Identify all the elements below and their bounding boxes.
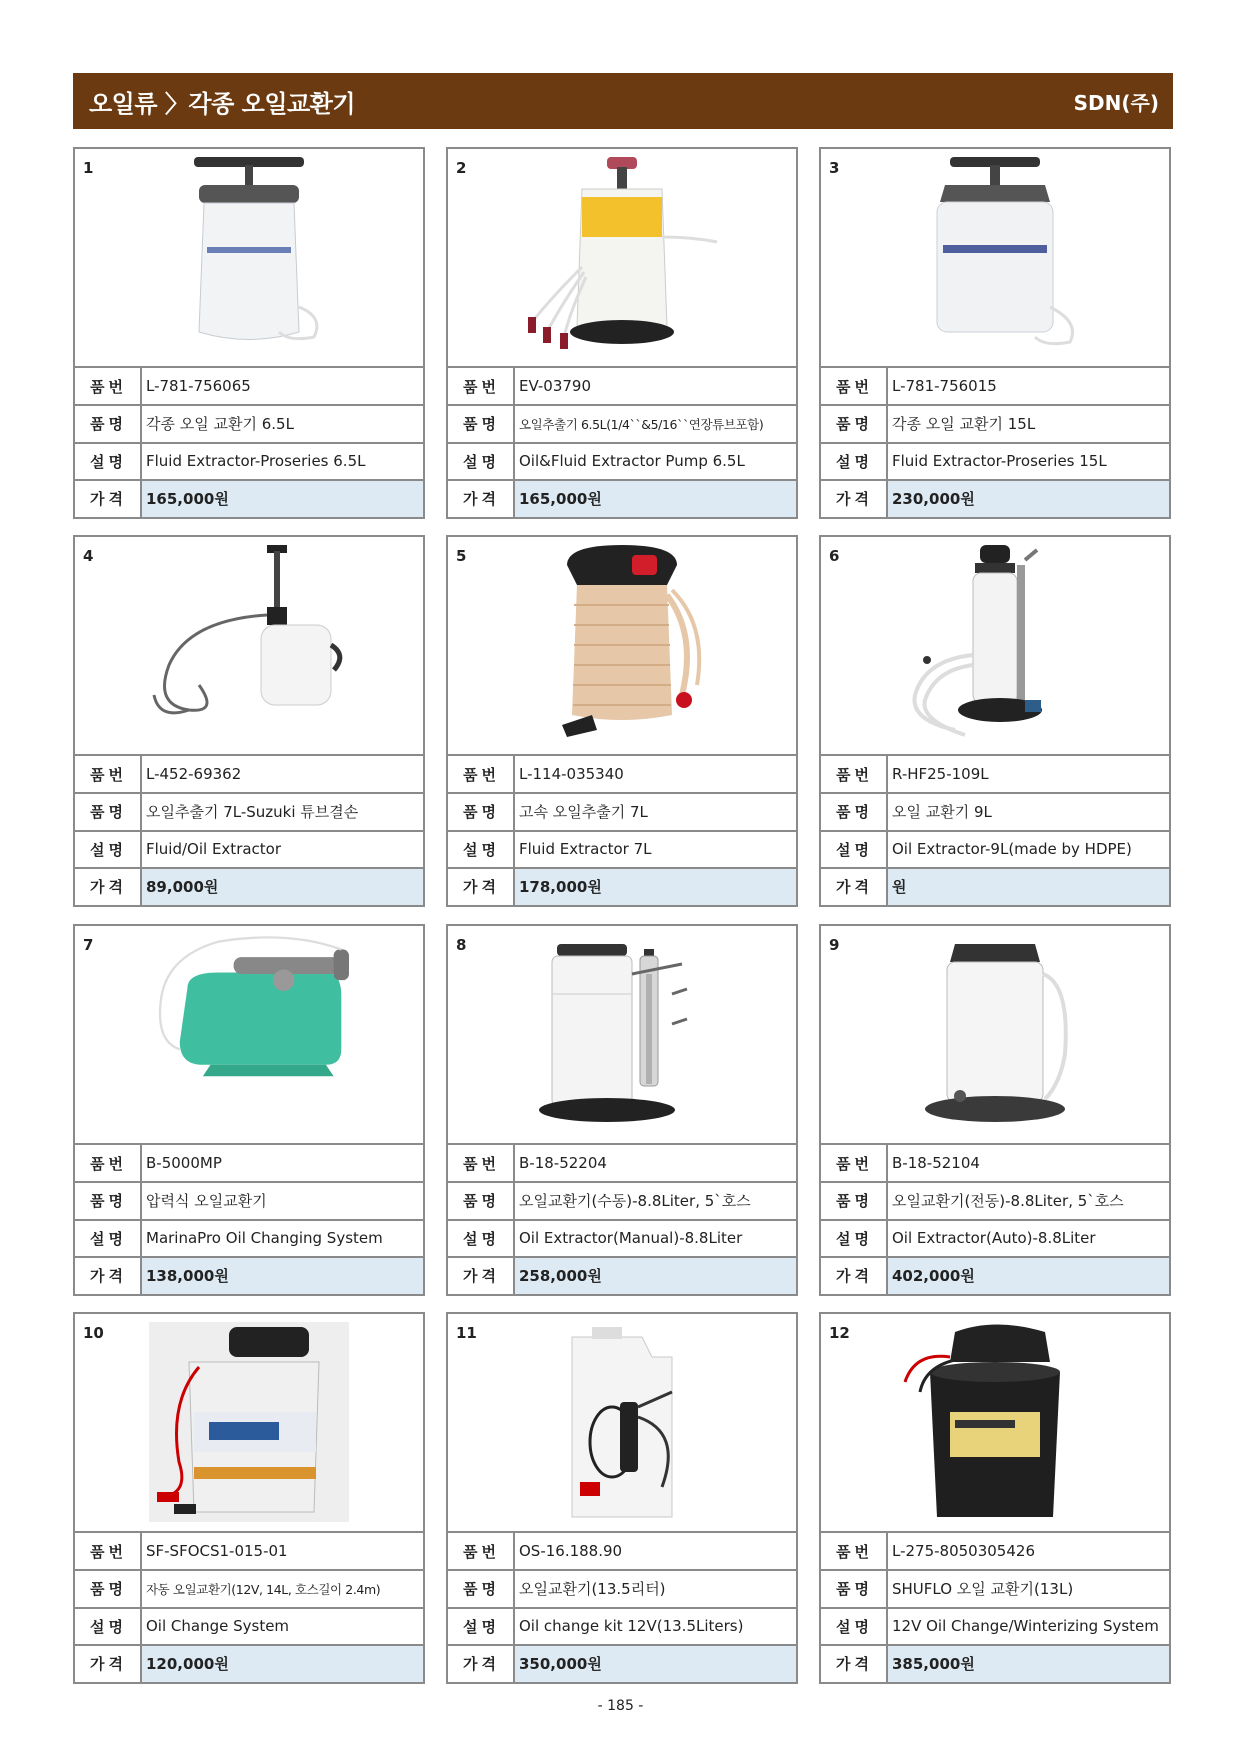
product-image-area <box>821 926 1169 1145</box>
desc-row <box>821 443 1169 480</box>
name-label: 품명 <box>448 405 514 442</box>
name-label: 품명 <box>448 793 514 830</box>
name-row <box>448 793 796 830</box>
product-image <box>149 157 349 357</box>
desc-value: Fluid Extractor-Proseries 15L <box>887 443 1169 480</box>
price-row <box>75 480 423 517</box>
name-value: 각종 오일 교환기 6.5L <box>141 405 423 442</box>
price-label: 가격 <box>448 868 514 905</box>
name-value: 압력식 오일교환기 <box>141 1182 423 1219</box>
product-spec-table <box>821 368 1169 517</box>
desc-label: 설명 <box>821 831 887 868</box>
part-no-label: 품번 <box>75 1533 141 1570</box>
part-no-label: 품번 <box>75 368 141 405</box>
desc-label: 설명 <box>821 1220 887 1257</box>
product-number: 12 <box>829 1324 850 1342</box>
product-number: 5 <box>456 547 467 565</box>
price-row <box>821 480 1169 517</box>
part-no-row <box>821 756 1169 793</box>
desc-value: Oil Extractor(Auto)-8.8Liter <box>887 1220 1169 1257</box>
price-value: 원 <box>887 868 1169 905</box>
product-image-area <box>448 537 796 756</box>
product-image <box>895 545 1095 745</box>
section-title: 오일류 〉각종 오일교환기 <box>89 89 356 118</box>
price-row <box>821 868 1169 905</box>
product-card <box>819 147 1171 519</box>
desc-label: 설명 <box>75 443 141 480</box>
product-card <box>73 147 425 519</box>
name-label: 품명 <box>75 1182 141 1219</box>
desc-label: 설명 <box>448 1608 514 1645</box>
product-image-area <box>448 1314 796 1533</box>
price-row <box>448 1257 796 1294</box>
name-row <box>75 405 423 442</box>
price-row <box>75 868 423 905</box>
name-value: 오일교환기(13.5리터) <box>514 1570 796 1607</box>
product-image-area <box>821 537 1169 756</box>
price-value: 178,000원 <box>514 868 796 905</box>
name-label: 품명 <box>821 405 887 442</box>
product-card <box>446 535 798 907</box>
product-spec-table <box>448 368 796 517</box>
name-row <box>448 1570 796 1607</box>
desc-row <box>75 1220 423 1257</box>
product-number: 7 <box>83 936 94 954</box>
desc-label: 설명 <box>75 1220 141 1257</box>
price-value: 258,000원 <box>514 1257 796 1294</box>
product-spec-table <box>75 1145 423 1294</box>
product-card <box>73 1312 425 1684</box>
product-image-area <box>821 149 1169 368</box>
price-row <box>448 868 796 905</box>
name-label: 품명 <box>75 405 141 442</box>
product-number: 1 <box>83 159 94 177</box>
part-no-row <box>448 1533 796 1570</box>
desc-row <box>448 443 796 480</box>
price-value: 165,000원 <box>141 480 423 517</box>
product-image <box>522 157 722 357</box>
product-image <box>149 1322 349 1522</box>
product-spec-table <box>821 1145 1169 1294</box>
part-no-label: 품번 <box>448 368 514 405</box>
part-no-row <box>821 368 1169 405</box>
product-image <box>522 1322 722 1522</box>
part-no-row <box>75 368 423 405</box>
product-image-area <box>75 149 423 368</box>
desc-value: 12V Oil Change/Winterizing System <box>887 1608 1169 1645</box>
part-no-label: 품번 <box>821 756 887 793</box>
product-spec-table <box>75 1533 423 1682</box>
desc-value: Fluid Extractor 7L <box>514 831 796 868</box>
product-spec-table <box>448 1533 796 1682</box>
part-no-value: EV-03790 <box>514 368 796 405</box>
product-card <box>446 1312 798 1684</box>
name-row <box>75 1182 423 1219</box>
product-image <box>522 934 722 1134</box>
part-no-label: 품번 <box>821 368 887 405</box>
name-value: 오일교환기(전동)-8.8Liter, 5`호스 <box>887 1182 1169 1219</box>
price-value: 402,000원 <box>887 1257 1169 1294</box>
product-card <box>73 924 425 1296</box>
price-value: 120,000원 <box>141 1645 423 1682</box>
product-image <box>895 157 1095 357</box>
price-value: 350,000원 <box>514 1645 796 1682</box>
product-spec-table <box>448 756 796 905</box>
name-value: 오일 교환기 9L <box>887 793 1169 830</box>
part-no-value: B-5000MP <box>141 1145 423 1182</box>
product-number: 8 <box>456 936 467 954</box>
price-row <box>821 1257 1169 1294</box>
price-label: 가격 <box>75 1257 141 1294</box>
name-label: 품명 <box>821 1570 887 1607</box>
desc-row <box>448 1608 796 1645</box>
part-no-label: 품번 <box>75 1145 141 1182</box>
part-no-value: B-18-52204 <box>514 1145 796 1182</box>
price-label: 가격 <box>75 868 141 905</box>
name-row <box>821 793 1169 830</box>
price-row <box>448 1645 796 1682</box>
price-label: 가격 <box>75 1645 141 1682</box>
name-row <box>821 1570 1169 1607</box>
product-image-area <box>448 149 796 368</box>
page-number: - 185 - <box>597 1698 644 1714</box>
desc-value: Oil Extractor-9L(made by HDPE) <box>887 831 1169 868</box>
part-no-value: L-781-756015 <box>887 368 1169 405</box>
desc-label: 설명 <box>448 443 514 480</box>
product-number: 2 <box>456 159 467 177</box>
price-value: 89,000원 <box>141 868 423 905</box>
product-number: 11 <box>456 1324 477 1342</box>
desc-label: 설명 <box>821 443 887 480</box>
name-label: 품명 <box>75 1570 141 1607</box>
name-value: 오일추출기 7L-Suzuki 튜브결손 <box>141 793 423 830</box>
desc-label: 설명 <box>75 1608 141 1645</box>
product-card <box>819 535 1171 907</box>
product-image <box>522 545 722 745</box>
product-number: 3 <box>829 159 840 177</box>
name-row <box>448 405 796 442</box>
name-row <box>75 793 423 830</box>
desc-row <box>821 831 1169 868</box>
price-row <box>821 1645 1169 1682</box>
part-no-value: L-781-756065 <box>141 368 423 405</box>
desc-row <box>821 1220 1169 1257</box>
product-spec-table <box>75 756 423 905</box>
price-label: 가격 <box>448 480 514 517</box>
product-spec-table <box>75 368 423 517</box>
name-label: 품명 <box>75 793 141 830</box>
name-value: SHUFLO 오일 교환기(13L) <box>887 1570 1169 1607</box>
product-card <box>819 1312 1171 1684</box>
product-image-area <box>75 926 423 1145</box>
product-spec-table <box>821 1533 1169 1682</box>
part-no-value: R-HF25-109L <box>887 756 1169 793</box>
product-number: 9 <box>829 936 840 954</box>
part-no-label: 품번 <box>448 1533 514 1570</box>
product-image-area <box>75 537 423 756</box>
product-card <box>73 535 425 907</box>
name-label: 품명 <box>821 793 887 830</box>
part-no-row <box>75 756 423 793</box>
part-no-label: 품번 <box>821 1533 887 1570</box>
name-label: 품명 <box>448 1182 514 1219</box>
brand-name: SDN(주) <box>1073 90 1159 115</box>
price-row <box>75 1645 423 1682</box>
desc-label: 설명 <box>821 1608 887 1645</box>
price-label: 가격 <box>821 1645 887 1682</box>
part-no-value: L-114-035340 <box>514 756 796 793</box>
part-no-label: 품번 <box>448 1145 514 1182</box>
desc-value: Fluid/Oil Extractor <box>141 831 423 868</box>
part-no-row <box>75 1533 423 1570</box>
product-image <box>149 934 349 1134</box>
name-value: 오일교환기(수동)-8.8Liter, 5`호스 <box>514 1182 796 1219</box>
name-value: 각종 오일 교환기 15L <box>887 405 1169 442</box>
part-no-row <box>448 368 796 405</box>
price-value: 165,000원 <box>514 480 796 517</box>
part-no-value: L-275-8050305426 <box>887 1533 1169 1570</box>
name-row <box>448 1182 796 1219</box>
product-spec-table <box>448 1145 796 1294</box>
product-number: 10 <box>83 1324 104 1342</box>
product-image-area <box>75 1314 423 1533</box>
part-no-label: 품번 <box>448 756 514 793</box>
desc-value: Oil Extractor(Manual)-8.8Liter <box>514 1220 796 1257</box>
price-row <box>75 1257 423 1294</box>
part-no-row <box>448 756 796 793</box>
desc-label: 설명 <box>75 831 141 868</box>
desc-value: Fluid Extractor-Proseries 6.5L <box>141 443 423 480</box>
product-image <box>895 1322 1095 1522</box>
product-card <box>446 924 798 1296</box>
part-no-value: L-452-69362 <box>141 756 423 793</box>
product-number: 6 <box>829 547 840 565</box>
desc-row <box>75 831 423 868</box>
part-no-value: SF-SFOCS1-015-01 <box>141 1533 423 1570</box>
part-no-value: B-18-52104 <box>887 1145 1169 1182</box>
name-label: 품명 <box>821 1182 887 1219</box>
price-label: 가격 <box>75 480 141 517</box>
name-row <box>821 405 1169 442</box>
name-value: 고속 오일추출기 7L <box>514 793 796 830</box>
part-no-row <box>75 1145 423 1182</box>
product-number: 4 <box>83 547 94 565</box>
price-row <box>448 480 796 517</box>
name-row <box>821 1182 1169 1219</box>
desc-row <box>75 1608 423 1645</box>
desc-value: Oil change kit 12V(13.5Liters) <box>514 1608 796 1645</box>
part-no-row <box>448 1145 796 1182</box>
desc-row <box>448 1220 796 1257</box>
product-spec-table <box>821 756 1169 905</box>
price-label: 가격 <box>821 480 887 517</box>
part-no-value: OS-16.188.90 <box>514 1533 796 1570</box>
price-value: 230,000원 <box>887 480 1169 517</box>
desc-label: 설명 <box>448 831 514 868</box>
desc-label: 설명 <box>448 1220 514 1257</box>
price-label: 가격 <box>821 1257 887 1294</box>
name-row <box>75 1570 423 1607</box>
desc-value: Oil&Fluid Extractor Pump 6.5L <box>514 443 796 480</box>
product-card <box>819 924 1171 1296</box>
price-value: 138,000원 <box>141 1257 423 1294</box>
section-header <box>73 73 1173 129</box>
product-image-area <box>821 1314 1169 1533</box>
desc-row <box>448 831 796 868</box>
name-value: 자동 오일교환기(12V, 14L, 호스길이 2.4m) <box>141 1570 423 1607</box>
price-label: 가격 <box>821 868 887 905</box>
product-image <box>149 545 349 745</box>
name-value: 오일추출기 6.5L(1/4``&5/16``연장튜브포함) <box>514 405 796 442</box>
price-label: 가격 <box>448 1257 514 1294</box>
part-no-row <box>821 1533 1169 1570</box>
price-label: 가격 <box>448 1645 514 1682</box>
desc-value: MarinaPro Oil Changing System <box>141 1220 423 1257</box>
price-value: 385,000원 <box>887 1645 1169 1682</box>
part-no-label: 품번 <box>821 1145 887 1182</box>
product-image <box>895 934 1095 1134</box>
product-card <box>446 147 798 519</box>
desc-value: Oil Change System <box>141 1608 423 1645</box>
part-no-label: 품번 <box>75 756 141 793</box>
part-no-row <box>821 1145 1169 1182</box>
desc-row <box>821 1608 1169 1645</box>
product-image-area <box>448 926 796 1145</box>
desc-row <box>75 443 423 480</box>
name-label: 품명 <box>448 1570 514 1607</box>
